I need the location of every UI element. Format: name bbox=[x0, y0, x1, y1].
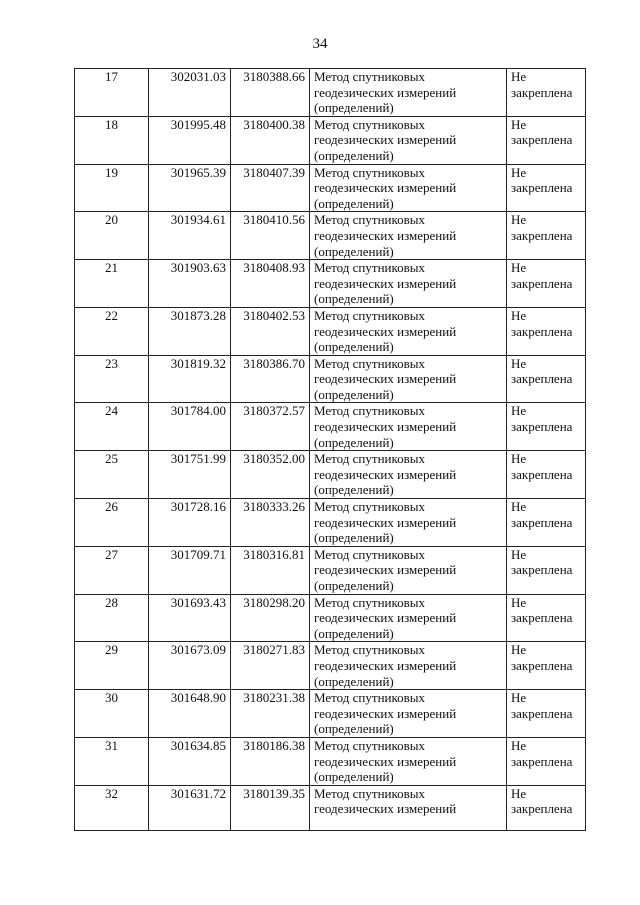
fixation-cell bbox=[507, 116, 586, 164]
method-text-line: геодезических измерений bbox=[314, 753, 457, 769]
fixation-cell bbox=[507, 546, 586, 594]
method-cell bbox=[310, 403, 507, 451]
x-coordinate-cell: 301648.90 bbox=[149, 690, 231, 738]
y-coordinate-cell: 3180388.66 bbox=[231, 69, 310, 117]
fixation-text-line: закреплена bbox=[511, 84, 573, 100]
fixation-text-line: закреплена bbox=[511, 227, 573, 243]
method-text-line: (определений) bbox=[314, 291, 394, 307]
point-number-cell: 27 bbox=[75, 546, 149, 594]
fixation-cell bbox=[507, 260, 586, 308]
x-coordinate-cell: 301934.61 bbox=[149, 212, 231, 260]
fixation-text-line: Не bbox=[511, 116, 527, 132]
method-text-line: геодезических измерений bbox=[314, 180, 457, 196]
fixation-text-line: закреплена bbox=[511, 419, 573, 435]
fixation-cell bbox=[507, 451, 586, 499]
fixation-text-line: закреплена bbox=[511, 610, 573, 626]
point-number-cell: 31 bbox=[75, 737, 149, 785]
coordinates-table bbox=[74, 68, 586, 831]
fixation-text-line: закреплена bbox=[511, 132, 573, 148]
method-text-line: Метод спутниковых bbox=[314, 690, 426, 706]
method-cell bbox=[310, 212, 507, 260]
method-text-line: (определений) bbox=[314, 339, 394, 355]
method-text-line: (определений) bbox=[314, 482, 394, 498]
fixation-text-line: Не bbox=[511, 403, 527, 419]
point-number-cell: 17 bbox=[75, 69, 149, 117]
method-cell bbox=[310, 260, 507, 308]
y-coordinate-cell: 3180408.93 bbox=[231, 260, 310, 308]
fixation-cell bbox=[507, 785, 586, 830]
fixation-text-line: Не bbox=[511, 212, 527, 228]
point-number-cell: 20 bbox=[75, 212, 149, 260]
x-coordinate-cell: 301819.32 bbox=[149, 355, 231, 403]
method-text-line: (определений) bbox=[314, 147, 394, 163]
method-text-line: геодезических измерений bbox=[314, 657, 457, 673]
y-coordinate-cell: 3180352.00 bbox=[231, 451, 310, 499]
y-coordinate-cell: 3180402.53 bbox=[231, 307, 310, 355]
coordinates-table-body bbox=[75, 69, 586, 831]
y-coordinate-cell: 3180407.39 bbox=[231, 164, 310, 212]
method-cell bbox=[310, 164, 507, 212]
method-text-line: Метод спутниковых bbox=[314, 737, 426, 753]
method-text-line: Метод спутниковых bbox=[314, 546, 426, 562]
method-text-line: Метод спутниковых bbox=[314, 642, 426, 658]
point-number-cell: 22 bbox=[75, 307, 149, 355]
fixation-cell bbox=[507, 642, 586, 690]
method-text-line: геодезических измерений bbox=[314, 562, 457, 578]
method-text-line: геодезических измерений bbox=[314, 419, 457, 435]
method-cell bbox=[310, 737, 507, 785]
method-cell bbox=[310, 499, 507, 547]
method-text-line: (определений) bbox=[314, 195, 394, 211]
method-cell bbox=[310, 594, 507, 642]
method-text-line: (определений) bbox=[314, 769, 394, 785]
method-text-line: геодезических измерений bbox=[314, 514, 457, 530]
method-text-line: (определений) bbox=[314, 100, 394, 116]
fixation-text-line: закреплена bbox=[511, 657, 573, 673]
table-row bbox=[75, 260, 586, 308]
method-text-line: Метод спутниковых bbox=[314, 594, 426, 610]
fixation-text-line: Не bbox=[511, 451, 527, 467]
method-text-line: Метод спутниковых bbox=[314, 164, 426, 180]
fixation-cell bbox=[507, 355, 586, 403]
y-coordinate-cell: 3180400.38 bbox=[231, 116, 310, 164]
method-cell bbox=[310, 546, 507, 594]
table-row bbox=[75, 307, 586, 355]
point-number-cell: 23 bbox=[75, 355, 149, 403]
y-coordinate-cell: 3180410.56 bbox=[231, 212, 310, 260]
table-row bbox=[75, 499, 586, 547]
method-cell bbox=[310, 307, 507, 355]
fixation-text-line: закреплена bbox=[511, 753, 573, 769]
fixation-text-line: закреплена bbox=[511, 371, 573, 387]
point-number-cell: 28 bbox=[75, 594, 149, 642]
x-coordinate-cell: 301751.99 bbox=[149, 451, 231, 499]
method-text-line: геодезических измерений bbox=[314, 466, 457, 482]
fixation-cell bbox=[507, 690, 586, 738]
method-cell bbox=[310, 642, 507, 690]
fixation-text-line: Не bbox=[511, 69, 527, 84]
fixation-cell bbox=[507, 164, 586, 212]
point-number-cell: 25 bbox=[75, 451, 149, 499]
fixation-cell bbox=[507, 69, 586, 117]
method-text-line: (определений) bbox=[314, 386, 394, 402]
fixation-text-line: закреплена bbox=[511, 705, 573, 721]
x-coordinate-cell: 302031.03 bbox=[149, 69, 231, 117]
table-row bbox=[75, 403, 586, 451]
method-text-line: Метод спутниковых bbox=[314, 69, 426, 84]
fixation-cell bbox=[507, 212, 586, 260]
method-cell bbox=[310, 785, 507, 830]
point-number-cell: 18 bbox=[75, 116, 149, 164]
fixation-text-line: закреплена bbox=[511, 275, 573, 291]
table-row bbox=[75, 642, 586, 690]
method-text-line: геодезических измерений bbox=[314, 227, 457, 243]
method-text-line: Метод спутниковых bbox=[314, 499, 426, 515]
fixation-cell bbox=[507, 403, 586, 451]
method-text-line: Метод спутниковых bbox=[314, 307, 426, 323]
method-cell bbox=[310, 355, 507, 403]
y-coordinate-cell: 3180271.83 bbox=[231, 642, 310, 690]
x-coordinate-cell: 301873.28 bbox=[149, 307, 231, 355]
method-text-line: (определений) bbox=[314, 673, 394, 689]
method-text-line: (определений) bbox=[314, 578, 394, 593]
method-text-line: Метод спутниковых bbox=[314, 785, 426, 801]
fixation-text-line: Не bbox=[511, 499, 527, 515]
method-text-line: (определений) bbox=[314, 243, 394, 259]
point-number-cell: 21 bbox=[75, 260, 149, 308]
method-text-line: Метод спутниковых bbox=[314, 260, 426, 276]
table-row bbox=[75, 116, 586, 164]
fixation-text-line: закреплена bbox=[511, 323, 573, 339]
fixation-text-line: закреплена bbox=[511, 514, 573, 530]
method-text-line: геодезических измерений bbox=[314, 84, 457, 100]
table-row bbox=[75, 451, 586, 499]
fixation-text-line: Не bbox=[511, 737, 527, 753]
y-coordinate-cell: 3180298.20 bbox=[231, 594, 310, 642]
table-row bbox=[75, 785, 586, 830]
x-coordinate-cell: 301728.16 bbox=[149, 499, 231, 547]
table-row bbox=[75, 546, 586, 594]
point-number-cell: 24 bbox=[75, 403, 149, 451]
y-coordinate-cell: 3180231.38 bbox=[231, 690, 310, 738]
table-row bbox=[75, 355, 586, 403]
method-text-line: геодезических измерений bbox=[314, 610, 457, 626]
point-number-cell: 19 bbox=[75, 164, 149, 212]
fixation-text-line: закреплена bbox=[511, 562, 573, 578]
table-row bbox=[75, 164, 586, 212]
method-cell bbox=[310, 451, 507, 499]
y-coordinate-cell: 3180333.26 bbox=[231, 499, 310, 547]
method-cell bbox=[310, 690, 507, 738]
y-coordinate-cell: 3180186.38 bbox=[231, 737, 310, 785]
method-text-line: (определений) bbox=[314, 434, 394, 450]
x-coordinate-cell: 301995.48 bbox=[149, 116, 231, 164]
method-text-line: Метод спутниковых bbox=[314, 403, 426, 419]
method-text-line: геодезических измерений bbox=[314, 371, 457, 387]
fixation-text-line: Не bbox=[511, 546, 527, 562]
y-coordinate-cell: 3180386.70 bbox=[231, 355, 310, 403]
table-row bbox=[75, 690, 586, 738]
fixation-cell bbox=[507, 594, 586, 642]
fixation-text-line: Не bbox=[511, 307, 527, 323]
method-text-line: геодезических измерений bbox=[314, 323, 457, 339]
table-row bbox=[75, 594, 586, 642]
method-text-line: (определений) bbox=[314, 721, 394, 737]
x-coordinate-cell: 301709.71 bbox=[149, 546, 231, 594]
method-text-line: (определений) bbox=[314, 625, 394, 641]
fixation-text-line: закреплена bbox=[511, 180, 573, 196]
x-coordinate-cell: 301631.72 bbox=[149, 785, 231, 830]
fixation-text-line: закреплена bbox=[511, 801, 573, 817]
fixation-text-line: закреплена bbox=[511, 466, 573, 482]
method-text-line: Метод спутниковых bbox=[314, 212, 426, 228]
point-number-cell: 29 bbox=[75, 642, 149, 690]
fixation-text-line: Не bbox=[511, 642, 527, 658]
method-text-line: (определений) bbox=[314, 530, 394, 546]
method-text-line: Метод спутниковых bbox=[314, 116, 426, 132]
table-row bbox=[75, 212, 586, 260]
y-coordinate-cell: 3180139.35 bbox=[231, 785, 310, 830]
point-number-cell: 30 bbox=[75, 690, 149, 738]
fixation-text-line: Не bbox=[511, 785, 527, 801]
fixation-text-line: Не bbox=[511, 260, 527, 276]
x-coordinate-cell: 301784.00 bbox=[149, 403, 231, 451]
table-row bbox=[75, 69, 586, 117]
table-row bbox=[75, 737, 586, 785]
x-coordinate-cell: 301673.09 bbox=[149, 642, 231, 690]
y-coordinate-cell: 3180372.57 bbox=[231, 403, 310, 451]
fixation-text-line: Не bbox=[511, 594, 527, 610]
fixation-cell bbox=[507, 307, 586, 355]
page-number: 34 bbox=[312, 36, 328, 52]
x-coordinate-cell: 301965.39 bbox=[149, 164, 231, 212]
method-text-line: Метод спутниковых bbox=[314, 355, 426, 371]
point-number-cell: 26 bbox=[75, 499, 149, 547]
method-text-line: геодезических измерений bbox=[314, 801, 457, 817]
y-coordinate-cell: 3180316.81 bbox=[231, 546, 310, 594]
fixation-cell bbox=[507, 499, 586, 547]
method-text-line: геодезических измерений bbox=[314, 132, 457, 148]
x-coordinate-cell: 301693.43 bbox=[149, 594, 231, 642]
method-cell bbox=[310, 116, 507, 164]
fixation-cell bbox=[507, 737, 586, 785]
fixation-text-line: Не bbox=[511, 164, 527, 180]
method-text-line: геодезических измерений bbox=[314, 705, 457, 721]
x-coordinate-cell: 301903.63 bbox=[149, 260, 231, 308]
method-text-line: геодезических измерений bbox=[314, 275, 457, 291]
method-text-line: Метод спутниковых bbox=[314, 451, 426, 467]
x-coordinate-cell: 301634.85 bbox=[149, 737, 231, 785]
fixation-text-line: Не bbox=[511, 355, 527, 371]
fixation-text-line: Не bbox=[511, 690, 527, 706]
point-number-cell: 32 bbox=[75, 785, 149, 830]
method-cell bbox=[310, 69, 507, 117]
